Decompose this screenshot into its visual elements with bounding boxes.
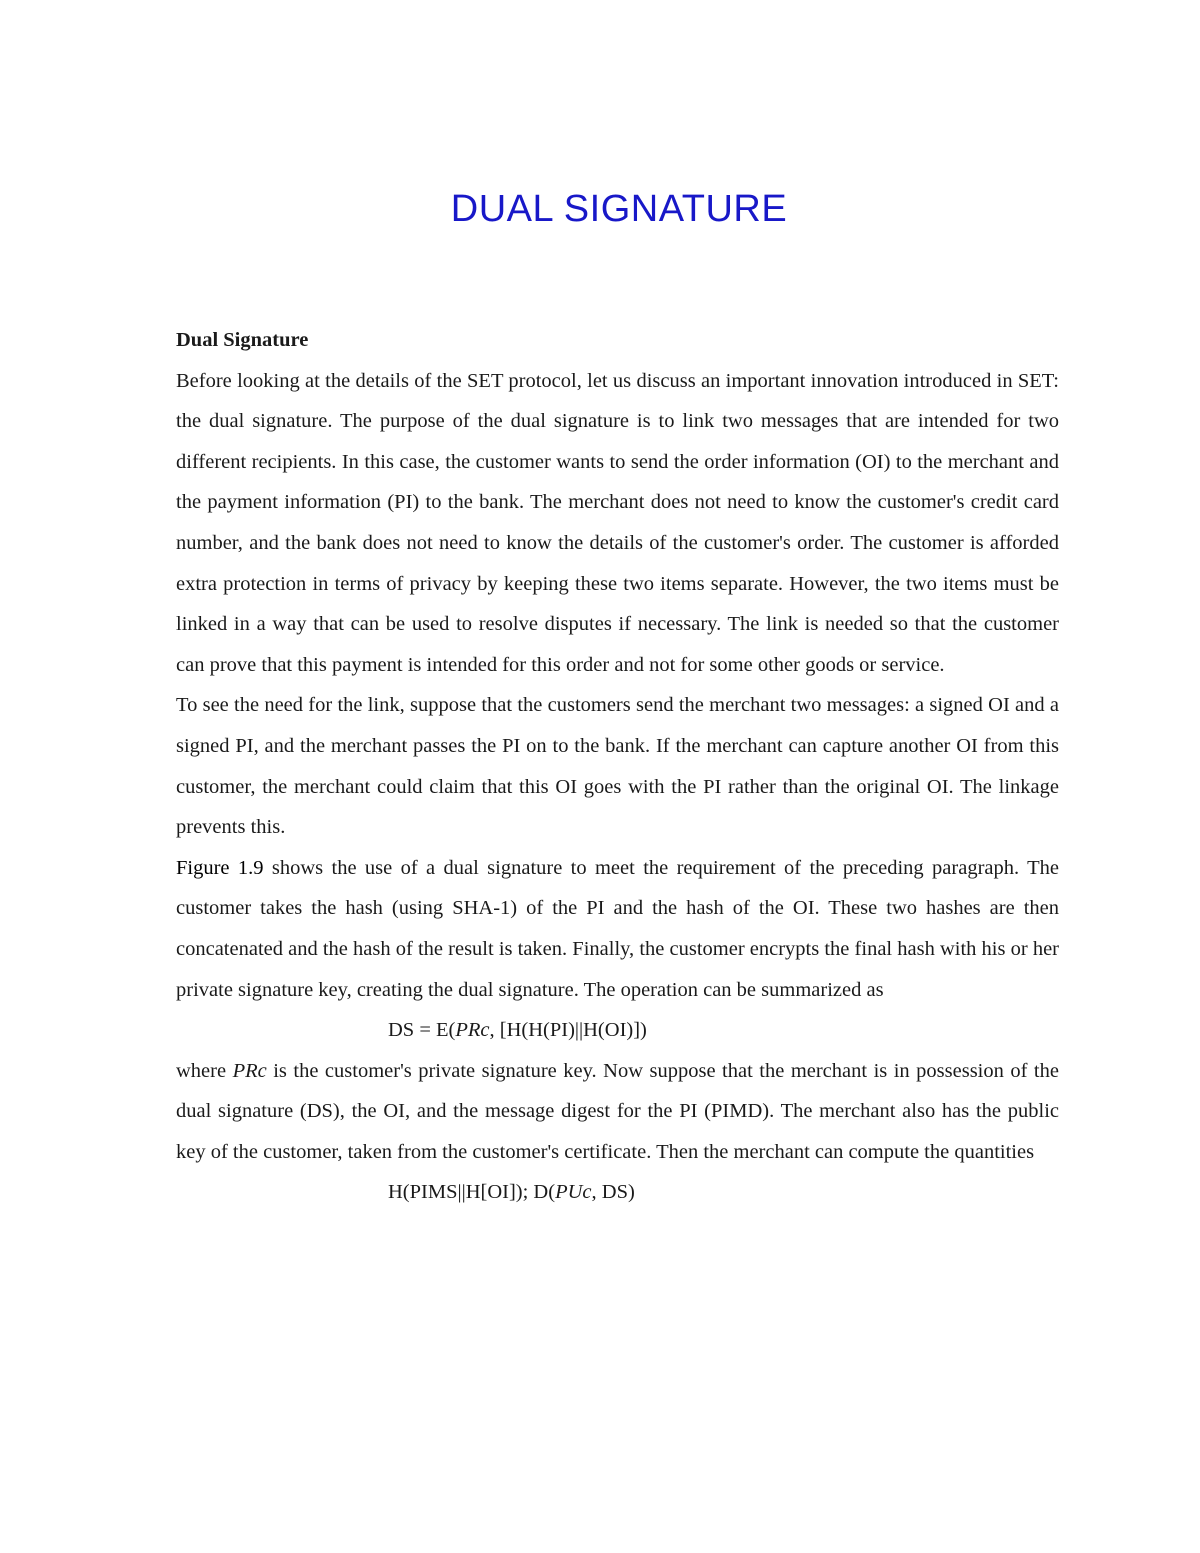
paragraph-intro: Before looking at the details of the SET protocol, let us discuss an important innovation introduced in SET: the dual signature. The purpose of the dual signature is to link two messages that are intended for two different recipients. In this case, the customer wants to send the order information (OI) to the merchant and the payment information (PI) to the bank. The merchant does not need to know the customer's credit card number, and the bank does not need to know the details of the customer's order. The customer is afforded extra protection in terms of privacy by keeping these two items separate. However, the two items must be linked in a way that can be used to resolve disputes if necessary. The link is needed so that the customer can prove that this payment is intended for this order and not for some other goods or service. <box>176 369 1059 676</box>
formula-2-suffix: , DS) <box>591 1181 635 1204</box>
paragraph-figure-text: shows the use of a dual signature to meet the requirement of the preceding paragraph. The customer takes the hash (using SHA-1) of the PI and the hash of the OI. These two hashes are then concatenated and the hash of the result is taken. Finally, the customer encrypts the final hash with his or her private signature key, creating the dual signature. The operation can be summarized as <box>176 856 1059 1001</box>
paragraph-merchant-key: PRc <box>232 1059 267 1082</box>
document-body <box>176 320 1059 1213</box>
paragraph-merchant <box>176 1051 1059 1173</box>
paragraph-merchant-text: is the customer's private signature key. Now suppose that the merchant is in possession of the dual signature (DS), the OI, and the message digest for the PI (PIMD). The merchant also has the public key of the customer, taken from the customer's certificate. Then the merchant can compute the quantities <box>176 1059 1059 1163</box>
formula-1-prefix: DS = E( <box>388 1019 456 1042</box>
paragraph-figure <box>176 848 1059 1010</box>
formula-1-suffix: , [H(H(PI)||H(OI)]) <box>489 1019 647 1042</box>
formula-2-key: PUc <box>555 1181 592 1204</box>
paragraph-link-need: To see the need for the link, suppose that the customers send the merchant two messages: a signed OI and a signed PI, and the merchant passes the PI on to the bank. If the merchant can capture another OI from this customer, the merchant could claim that this OI goes with the PI rather than the original OI. The linkage prevents this. <box>176 694 1059 839</box>
formula-2-prefix: H(PIMS||H[OI]); D( <box>388 1181 556 1204</box>
figure-reference: Figure 1.9 <box>176 856 264 879</box>
paragraph-merchant-lead: where <box>176 1059 233 1082</box>
section-heading: Dual Signature <box>176 329 309 351</box>
document-title: DUAL SIGNATURE <box>450 188 788 230</box>
formula-dual-signature <box>176 1010 1059 1051</box>
formula-merchant-compute <box>176 1172 1059 1213</box>
formula-1-key: PRc <box>455 1019 490 1042</box>
